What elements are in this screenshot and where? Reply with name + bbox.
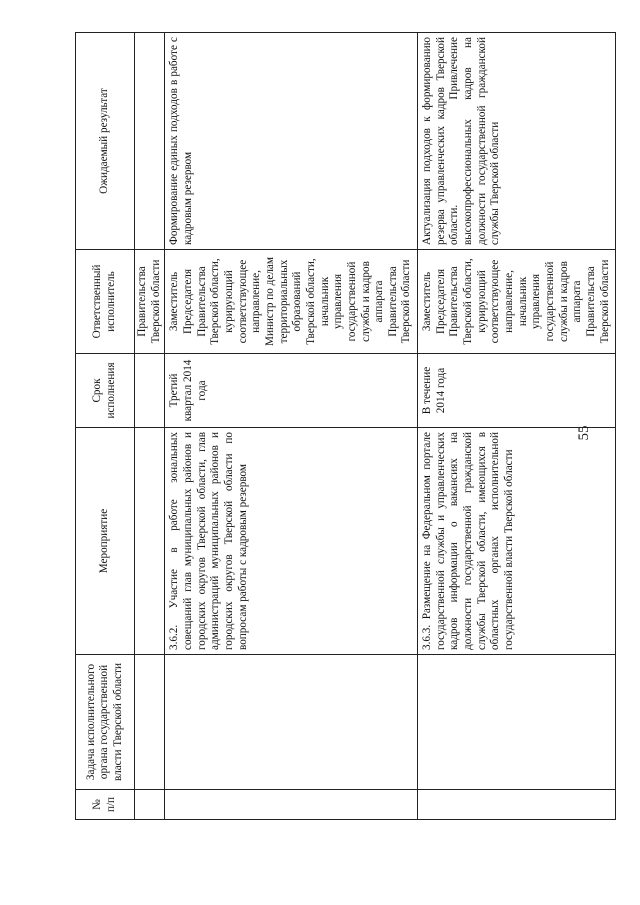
cell-num: [418, 790, 616, 820]
cell-result: [135, 33, 165, 250]
header-result: Ожидаемый результат: [76, 33, 135, 250]
cell-responsible: Правительства Тверской области: [135, 250, 165, 354]
cell-term: В течение 2014 года: [418, 354, 616, 428]
header-responsible: Ответственный исполнитель: [76, 250, 135, 354]
cell-event: 3.6.2. Участие в работе зональных совещаний глав муниципальных районов и городских округов Тверской области, глав администраций муниципальных районов и городских округов Тверской области по вопросам работы с кадровым резервом: [165, 428, 418, 655]
cell-result: Формирование единых подходов в работе с кадровым резервом: [165, 33, 418, 250]
cell-responsible: Заместитель Председателя Правительства Тверской области, курирующий соответствующее направление, Министр по делам территориальных образований Тверской области, начальник управления государственной службы и кадров аппарата Правительства Тверской области: [165, 250, 418, 354]
cell-event: 3.6.3. Размещение на Федеральном портале государственной службы и управленческих кадров информации о вакансиях на должности государственной гражданской службы Тверской области, имеющихся в областных органах исполнительной государственной власти Тверской области: [418, 428, 616, 655]
cell-num: [165, 790, 418, 820]
cell-task: [165, 655, 418, 790]
table-row: [418, 33, 616, 820]
header-task: Задача исполнительного органа государственной власти Тверской области: [76, 655, 135, 790]
header-num: № п/п: [76, 790, 135, 820]
cell-num: [135, 790, 165, 820]
cell-result: Актуализация подходов к формированию резерва управленческих кадров Тверской области. Привлечение высокопрофессиональных кадров на должности государственной гражданской службы Тверской области: [418, 33, 616, 250]
cell-term: Третий квартал 2014 года: [165, 354, 418, 428]
table-header-row: [76, 33, 135, 820]
page-number: 55: [576, 425, 592, 441]
table-row: [165, 33, 418, 820]
cell-task: [418, 655, 616, 790]
cell-task: [135, 655, 165, 790]
header-term: Срок исполнения: [76, 354, 135, 428]
plan-table: [75, 32, 616, 820]
cell-event: [135, 428, 165, 655]
cell-term: [135, 354, 165, 428]
cell-responsible: Заместитель Председателя Правительства Тверской области, курирующий соответствующее направление, начальник управления государственной службы и кадров аппарата Правительства Тверской области: [418, 250, 616, 354]
header-event: Мероприятие: [76, 428, 135, 655]
table-row: [135, 33, 165, 820]
